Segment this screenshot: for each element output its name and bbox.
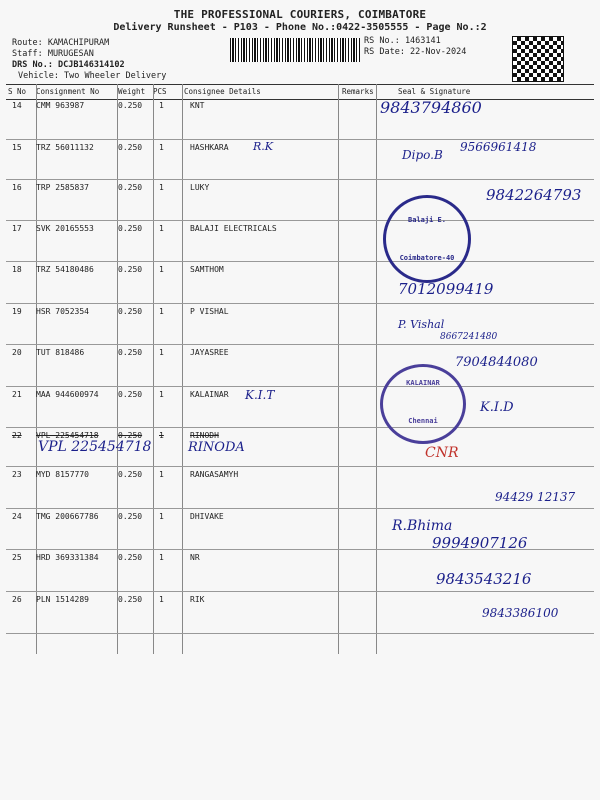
row-sno: 17 xyxy=(12,224,22,233)
barcode xyxy=(230,38,360,62)
table-row xyxy=(6,98,594,140)
row-consignee: RINODH xyxy=(190,431,219,440)
handwritten-name: RINODA xyxy=(188,440,245,455)
row-pcs: 1 xyxy=(159,183,164,192)
handwritten-cnr: CNR xyxy=(425,445,459,461)
row-consignment: TRP 2585837 xyxy=(36,183,89,192)
seal-text: KALAINAR xyxy=(406,379,440,387)
seal-text: Coimbatore-40 xyxy=(399,254,455,262)
row-consignee: LUKY xyxy=(190,183,210,192)
row-weight: 0.250 xyxy=(118,390,143,399)
row-consignment: TUT 818486 xyxy=(36,348,85,357)
row-weight: 0.250 xyxy=(118,431,143,440)
row-sno: 25 xyxy=(12,553,22,562)
col-remarks: Remarks xyxy=(342,87,374,96)
handwritten-signature: P. Vishal xyxy=(398,318,445,331)
staff-label: Staff: MURUGESAN xyxy=(12,49,94,59)
table-row xyxy=(6,262,594,304)
vehicle-label: Vehicle: Two Wheeler Delivery xyxy=(18,71,167,81)
row-weight: 0.250 xyxy=(118,348,143,357)
row-sno: 24 xyxy=(12,512,22,521)
row-pcs: 1 xyxy=(159,143,164,152)
col-consignee: Consignee Details xyxy=(184,87,261,96)
seal-text: Chennai xyxy=(408,417,438,425)
row-sno: 22 xyxy=(12,431,22,440)
handwritten-phone: 9994907126 xyxy=(432,534,528,552)
row-consignment: MAA 944600974 xyxy=(36,390,99,399)
row-consignee: HASHKARA xyxy=(190,143,229,152)
row-consignment: SVK 20165553 xyxy=(36,224,94,233)
row-pcs: 1 xyxy=(159,390,164,399)
row-weight: 0.250 xyxy=(118,265,143,274)
row-sno: 14 xyxy=(12,101,22,110)
row-weight: 0.250 xyxy=(118,183,143,192)
kalainar-seal xyxy=(380,364,466,444)
row-pcs: 1 xyxy=(159,553,164,562)
row-consignee: P VISHAL xyxy=(190,307,229,316)
row-consignment: HSR 7052354 xyxy=(36,307,89,316)
row-weight: 0.250 xyxy=(118,470,143,479)
row-consignee: SAMTHOM xyxy=(190,265,224,274)
row-consignee: BALAJI ELECTRICALS xyxy=(190,224,277,233)
row-consignee: RIK xyxy=(190,595,205,604)
row-consignment: CMM 963987 xyxy=(36,101,85,110)
row-consignment: HRD 369331384 xyxy=(36,553,99,562)
handwritten-phone: 9843543216 xyxy=(436,570,532,588)
row-pcs: 1 xyxy=(159,470,164,479)
row-weight: 0.250 xyxy=(118,307,143,316)
drs-label: DRS No.: DCJB146314102 xyxy=(12,60,125,70)
row-consignee: JAYASREE xyxy=(190,348,229,357)
row-weight: 0.250 xyxy=(118,143,143,152)
handwritten-phone: 7904844080 xyxy=(455,355,538,370)
handwritten-signature: R.Bhima xyxy=(392,518,453,534)
row-consignee: KALAINAR xyxy=(190,390,229,399)
row-consignee: KNT xyxy=(190,101,205,110)
handwritten-phone: 94429 12137 xyxy=(495,490,576,504)
table-row xyxy=(6,221,594,262)
col-consignment: Consignment No xyxy=(36,87,100,96)
row-sno: 21 xyxy=(12,390,22,399)
col-weight: Weight xyxy=(118,87,146,96)
row-weight: 0.250 xyxy=(118,512,143,521)
row-consignee: RANGASAMYH xyxy=(190,470,239,479)
col-sno: S No xyxy=(8,87,27,96)
row-pcs: 1 xyxy=(159,224,164,233)
col-pcs: PCS xyxy=(153,87,167,96)
handwritten-signature: Dipo.B xyxy=(402,148,443,162)
row-consignee: DHIVAKE xyxy=(190,512,224,521)
company-title: THE PROFESSIONAL COURIERS, COIMBATORE xyxy=(173,8,427,21)
route-label: Route: KAMACHIPURAM xyxy=(12,38,110,48)
handwritten-phone: 9566961418 xyxy=(460,140,537,154)
col-seal-signature: Seal & Signature xyxy=(398,87,471,96)
row-pcs: 1 xyxy=(159,348,164,357)
row-consignment: VPL 225454718 xyxy=(36,431,99,440)
row-consignment: MYD 8157770 xyxy=(36,470,89,479)
handwritten-consignment: VPL 225454718 xyxy=(38,439,152,455)
row-weight: 0.250 xyxy=(118,101,143,110)
row-consignee: NR xyxy=(190,553,200,562)
row-consignment: TMG 200667786 xyxy=(36,512,99,521)
row-pcs: 1 xyxy=(159,265,164,274)
handwritten-phone: 7012099419 xyxy=(398,280,494,298)
row-consignment: TRZ 54180486 xyxy=(36,265,94,274)
row-pcs: 1 xyxy=(159,431,164,440)
row-sno: 18 xyxy=(12,265,22,274)
row-pcs: 1 xyxy=(159,595,164,604)
handwritten-phone: 8667241480 xyxy=(440,332,498,342)
balaji-seal xyxy=(383,195,471,283)
row-weight: 0.250 xyxy=(118,595,143,604)
rs-number: RS No.: 1463141 xyxy=(364,36,441,46)
row-sno: 23 xyxy=(12,470,22,479)
row-consignment: TRZ 56011132 xyxy=(36,143,94,152)
row-pcs: 1 xyxy=(159,307,164,316)
handwritten-phone: 9843386100 xyxy=(482,606,559,620)
row-sno: 16 xyxy=(12,183,22,192)
row-sno: 20 xyxy=(12,348,22,357)
row-weight: 0.250 xyxy=(118,553,143,562)
rs-date: RS Date: 22-Nov-2024 xyxy=(364,47,467,57)
row-sno: 19 xyxy=(12,307,22,316)
handwritten-note: R.K xyxy=(253,140,273,153)
seal-text: Balaji E. xyxy=(408,216,446,224)
handwritten-note: K.I.T xyxy=(245,388,275,402)
runsheet-subtitle: Delivery Runsheet - P103 - Phone No.:0422-3505555 - Page No.:2 xyxy=(113,22,487,33)
row-weight: 0.250 xyxy=(118,224,143,233)
handwritten-phone: 9842264793 xyxy=(486,186,582,204)
row-sno: 26 xyxy=(12,595,22,604)
handwritten-phone: 9843794860 xyxy=(380,98,482,117)
qr-code xyxy=(512,36,564,82)
table-row xyxy=(6,304,594,345)
row-sno: 15 xyxy=(12,143,22,152)
row-pcs: 1 xyxy=(159,512,164,521)
handwritten-signature: K.I.D xyxy=(480,400,514,415)
row-pcs: 1 xyxy=(159,101,164,110)
row-consignment: PLN 1514289 xyxy=(36,595,89,604)
